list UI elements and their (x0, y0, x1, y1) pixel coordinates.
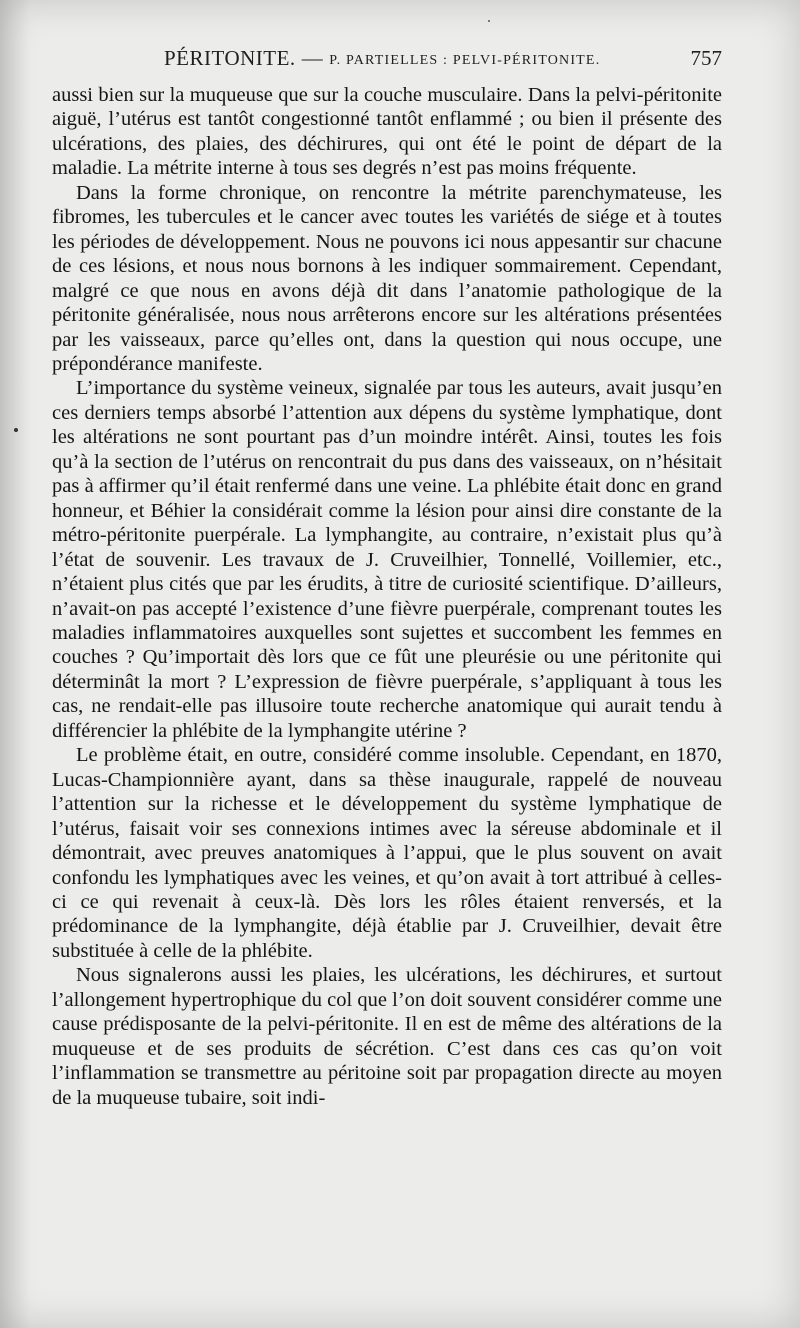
page-number: 757 (690, 46, 722, 70)
paper-speck (488, 20, 490, 22)
chapter-title: PÉRITONITE. (164, 46, 296, 70)
title-dash: — (301, 46, 324, 70)
paragraph-4: Le problème était, en outre, considéré comme insoluble. Cependant, en 1870, Lucas-Championnière ayant, dans sa thèse inaugurale, rappelé de nouveau l’attention sur la richesse et le développement du système lymphatique de l’utérus, faisait voir ses connexions intimes avec la séreuse abdominale et il démontrait, avec preuves anatomiques à l’appui, que le plus souvent on avait confondu les lymphatiques avec les veines, et qu’on avait à tort attribué à celles-ci ce qui revenait à ceux-là. Dès lors les rôles étaient renversés, et la prédominance de la lymphangite, déjà établie par J. Cruveilhier, devait être substituée à celle de la phlébite. (52, 744, 722, 962)
margin-mark (14, 428, 18, 432)
paragraph-3: L’importance du système veineux, signalée par tous les auteurs, avait jusqu’en ces derniers temps absorbé l’attention aux dépens du système lymphatique, dont les altérations ne sont pourtant pas d’un moindre intérêt. Ainsi, toutes les fois qu’à la section de l’utérus on rencontrait du pus dans des vaisseaux, on n’hésitait pas à affirmer qu’il était renfermé dans une veine. La phlébite était donc en grand honneur, et Béhier la considérait comme la lésion pour ainsi dire constante de la métro-péritonite puerpérale. La lymphangite, au contraire, n’existait plus qu’à l’état de souvenir. Les travaux de J. Cruveilhier, Tonnellé, Voillemier, etc., n’étaient plus cités que par les érudits, à titre de curiosité scientifique. D’ailleurs, n’avait-on pas accepté l’existence d’une fièvre puerpérale, comprenant toutes les maladies inflammatoires auxquelles sont sujettes et succombent les femmes en couches ? Qu’importait dès lors que ce fût une pleurésie ou une péritonite qui déterminât la mort ? L’expression de fièvre puerpérale, s’appliquant à tous les cas, ne rendait-elle pas illusoire toute recherche anatomique qui aurait tendu à différencier la phlébite de la lymphangite utérine ? (52, 377, 722, 742)
section-subtitle: P. PARTIELLES : PELVI-PÉRITONITE. (329, 53, 601, 68)
paragraph-1: aussi bien sur la muqueuse que sur la couche musculaire. Dans la pelvi-péritonite aiguë, l’utérus est tantôt congestionné tantôt enflammé ; ou bien il présente des ulcérations, des plaies, des déchirures, qui ont été le point de départ de la maladie. La métrite interne à tous ses degrés n’est pas moins fréquente. (52, 84, 722, 180)
paragraph-2: Dans la forme chronique, on rencontre la métrite parenchymateuse, les fibromes, les tubercules et le cancer avec toutes les variétés de siége et à toutes les périodes de développement. Nous ne pouvons ici nous appesantir sur chacune de ces lésions, et nous nous bornons à les indiquer sommairement. Cependant, malgré ce que nous en avons déjà dit dans l’anatomie pathologique de la péritonite généralisée, nous nous arrêterons encore sur les altérations présentées par les vaisseaux, parce qu’elles ont, dans la question qui nous occupe, une prépondérance manifeste. (52, 181, 722, 375)
running-title (164, 46, 600, 71)
paragraph-5: Nous signalerons aussi les plaies, les ulcérations, les déchirures, et surtout l’allongement hypertrophique du col que l’on doit souvent considérer comme une cause prédisposante de la pelvi-péritonite. Il en est de même des altérations de la muqueuse et de ses produits de sécrétion. C’est dans ces cas qu’on voit l’inflammation se transmettre au péritoine soit par propagation directe au moyen de la muqueuse tubaire, soit indi- (52, 964, 722, 1109)
body-text (52, 83, 722, 1110)
running-header (52, 44, 722, 74)
